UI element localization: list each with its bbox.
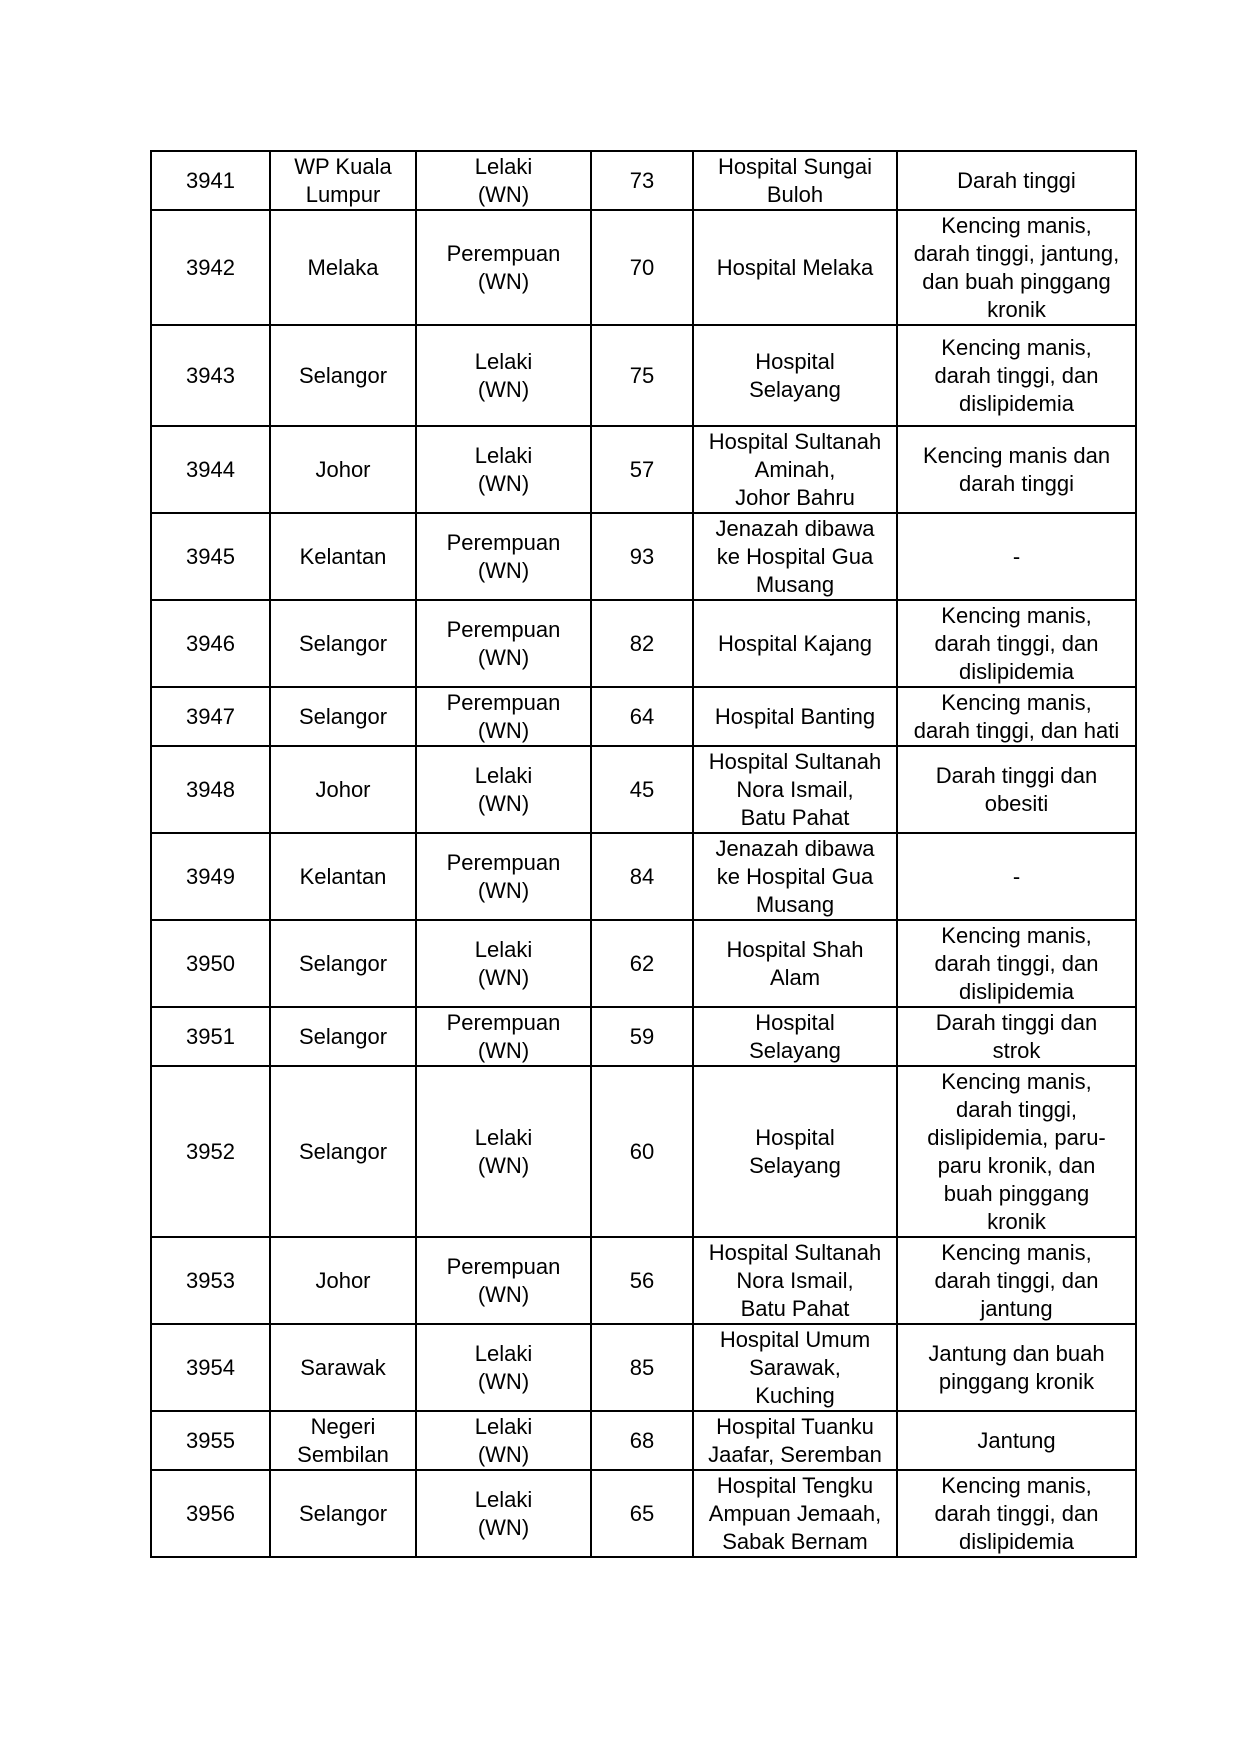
age-cell: 73 bbox=[591, 151, 693, 210]
conditions-cell: Kencing manis, darah tinggi, dan hati bbox=[897, 687, 1136, 746]
gender-cell: Perempuan (WN) bbox=[416, 833, 591, 920]
state-cell: Kelantan bbox=[270, 833, 416, 920]
death-cases-table bbox=[150, 150, 1137, 1558]
age-cell: 68 bbox=[591, 1411, 693, 1470]
case-number-cell: 3951 bbox=[151, 1007, 270, 1066]
conditions-cell: - bbox=[897, 513, 1136, 600]
age-cell: 60 bbox=[591, 1066, 693, 1237]
case-number-cell: 3950 bbox=[151, 920, 270, 1007]
table-row bbox=[151, 151, 1136, 210]
table-row bbox=[151, 746, 1136, 833]
table-row bbox=[151, 1066, 1136, 1237]
case-number-cell: 3949 bbox=[151, 833, 270, 920]
table-row bbox=[151, 1237, 1136, 1324]
gender-cell: Perempuan (WN) bbox=[416, 687, 591, 746]
conditions-cell: Jantung bbox=[897, 1411, 1136, 1470]
table-row bbox=[151, 687, 1136, 746]
state-cell: Johor bbox=[270, 426, 416, 513]
gender-cell: Lelaki (WN) bbox=[416, 920, 591, 1007]
case-number-cell: 3946 bbox=[151, 600, 270, 687]
hospital-cell: Hospital Sultanah Nora Ismail, Batu Pahat bbox=[693, 746, 897, 833]
state-cell: Selangor bbox=[270, 1470, 416, 1557]
gender-cell: Perempuan (WN) bbox=[416, 210, 591, 325]
gender-cell: Perempuan (WN) bbox=[416, 1007, 591, 1066]
state-cell: WP Kuala Lumpur bbox=[270, 151, 416, 210]
state-cell: Sarawak bbox=[270, 1324, 416, 1411]
gender-cell: Lelaki (WN) bbox=[416, 426, 591, 513]
age-cell: 62 bbox=[591, 920, 693, 1007]
gender-cell: Lelaki (WN) bbox=[416, 1066, 591, 1237]
conditions-cell: Kencing manis, darah tinggi, dan dislipidemia bbox=[897, 920, 1136, 1007]
conditions-cell: Kencing manis dan darah tinggi bbox=[897, 426, 1136, 513]
age-cell: 59 bbox=[591, 1007, 693, 1066]
case-number-cell: 3941 bbox=[151, 151, 270, 210]
table-row bbox=[151, 1324, 1136, 1411]
case-number-cell: 3942 bbox=[151, 210, 270, 325]
gender-cell: Lelaki (WN) bbox=[416, 325, 591, 426]
conditions-cell: Kencing manis, darah tinggi, jantung, dan buah pinggang kronik bbox=[897, 210, 1136, 325]
age-cell: 84 bbox=[591, 833, 693, 920]
hospital-cell: Hospital Selayang bbox=[693, 325, 897, 426]
gender-cell: Perempuan (WN) bbox=[416, 1237, 591, 1324]
hospital-cell: Jenazah dibawa ke Hospital Gua Musang bbox=[693, 513, 897, 600]
age-cell: 82 bbox=[591, 600, 693, 687]
age-cell: 70 bbox=[591, 210, 693, 325]
hospital-cell: Hospital Umum Sarawak, Kuching bbox=[693, 1324, 897, 1411]
table-row bbox=[151, 600, 1136, 687]
state-cell: Selangor bbox=[270, 600, 416, 687]
state-cell: Selangor bbox=[270, 1066, 416, 1237]
hospital-cell: Hospital Melaka bbox=[693, 210, 897, 325]
table-row bbox=[151, 1470, 1136, 1557]
hospital-cell: Hospital Sultanah Nora Ismail, Batu Pahat bbox=[693, 1237, 897, 1324]
age-cell: 57 bbox=[591, 426, 693, 513]
conditions-cell: Kencing manis, darah tinggi, dan dislipidemia bbox=[897, 325, 1136, 426]
conditions-cell: - bbox=[897, 833, 1136, 920]
state-cell: Selangor bbox=[270, 687, 416, 746]
gender-cell: Perempuan (WN) bbox=[416, 600, 591, 687]
hospital-cell: Hospital Shah Alam bbox=[693, 920, 897, 1007]
table-row bbox=[151, 1007, 1136, 1066]
conditions-cell: Kencing manis, darah tinggi, dan dislipidemia bbox=[897, 600, 1136, 687]
hospital-cell: Hospital Selayang bbox=[693, 1007, 897, 1066]
state-cell: Selangor bbox=[270, 325, 416, 426]
case-number-cell: 3944 bbox=[151, 426, 270, 513]
age-cell: 64 bbox=[591, 687, 693, 746]
table-row bbox=[151, 513, 1136, 600]
conditions-cell: Darah tinggi dan strok bbox=[897, 1007, 1136, 1066]
hospital-cell: Jenazah dibawa ke Hospital Gua Musang bbox=[693, 833, 897, 920]
conditions-cell: Kencing manis, darah tinggi, dan dislipidemia bbox=[897, 1470, 1136, 1557]
hospital-cell: Hospital Kajang bbox=[693, 600, 897, 687]
case-number-cell: 3948 bbox=[151, 746, 270, 833]
hospital-cell: Hospital Tuanku Jaafar, Seremban bbox=[693, 1411, 897, 1470]
age-cell: 56 bbox=[591, 1237, 693, 1324]
state-cell: Negeri Sembilan bbox=[270, 1411, 416, 1470]
conditions-cell: Kencing manis, darah tinggi, dislipidemia, paru- paru kronik, dan buah pinggang kronik bbox=[897, 1066, 1136, 1237]
gender-cell: Lelaki (WN) bbox=[416, 1324, 591, 1411]
gender-cell: Lelaki (WN) bbox=[416, 1411, 591, 1470]
state-cell: Selangor bbox=[270, 920, 416, 1007]
conditions-cell: Darah tinggi dan obesiti bbox=[897, 746, 1136, 833]
conditions-cell: Kencing manis, darah tinggi, dan jantung bbox=[897, 1237, 1136, 1324]
table-row bbox=[151, 325, 1136, 426]
age-cell: 85 bbox=[591, 1324, 693, 1411]
age-cell: 65 bbox=[591, 1470, 693, 1557]
hospital-cell: Hospital Sungai Buloh bbox=[693, 151, 897, 210]
age-cell: 75 bbox=[591, 325, 693, 426]
table-row bbox=[151, 426, 1136, 513]
gender-cell: Lelaki (WN) bbox=[416, 1470, 591, 1557]
gender-cell: Lelaki (WN) bbox=[416, 151, 591, 210]
age-cell: 93 bbox=[591, 513, 693, 600]
case-number-cell: 3953 bbox=[151, 1237, 270, 1324]
conditions-cell: Darah tinggi bbox=[897, 151, 1136, 210]
gender-cell: Perempuan (WN) bbox=[416, 513, 591, 600]
gender-cell: Lelaki (WN) bbox=[416, 746, 591, 833]
state-cell: Johor bbox=[270, 746, 416, 833]
case-number-cell: 3947 bbox=[151, 687, 270, 746]
table-row bbox=[151, 833, 1136, 920]
case-number-cell: 3952 bbox=[151, 1066, 270, 1237]
hospital-cell: Hospital Selayang bbox=[693, 1066, 897, 1237]
case-number-cell: 3945 bbox=[151, 513, 270, 600]
conditions-cell: Jantung dan buah pinggang kronik bbox=[897, 1324, 1136, 1411]
case-number-cell: 3956 bbox=[151, 1470, 270, 1557]
case-number-cell: 3955 bbox=[151, 1411, 270, 1470]
age-cell: 45 bbox=[591, 746, 693, 833]
hospital-cell: Hospital Tengku Ampuan Jemaah, Sabak Bernam bbox=[693, 1470, 897, 1557]
state-cell: Kelantan bbox=[270, 513, 416, 600]
case-number-cell: 3943 bbox=[151, 325, 270, 426]
case-number-cell: 3954 bbox=[151, 1324, 270, 1411]
state-cell: Johor bbox=[270, 1237, 416, 1324]
hospital-cell: Hospital Banting bbox=[693, 687, 897, 746]
state-cell: Melaka bbox=[270, 210, 416, 325]
table-row bbox=[151, 920, 1136, 1007]
table-row bbox=[151, 1411, 1136, 1470]
state-cell: Selangor bbox=[270, 1007, 416, 1066]
hospital-cell: Hospital Sultanah Aminah, Johor Bahru bbox=[693, 426, 897, 513]
table-row bbox=[151, 210, 1136, 325]
table-body bbox=[151, 151, 1136, 1557]
